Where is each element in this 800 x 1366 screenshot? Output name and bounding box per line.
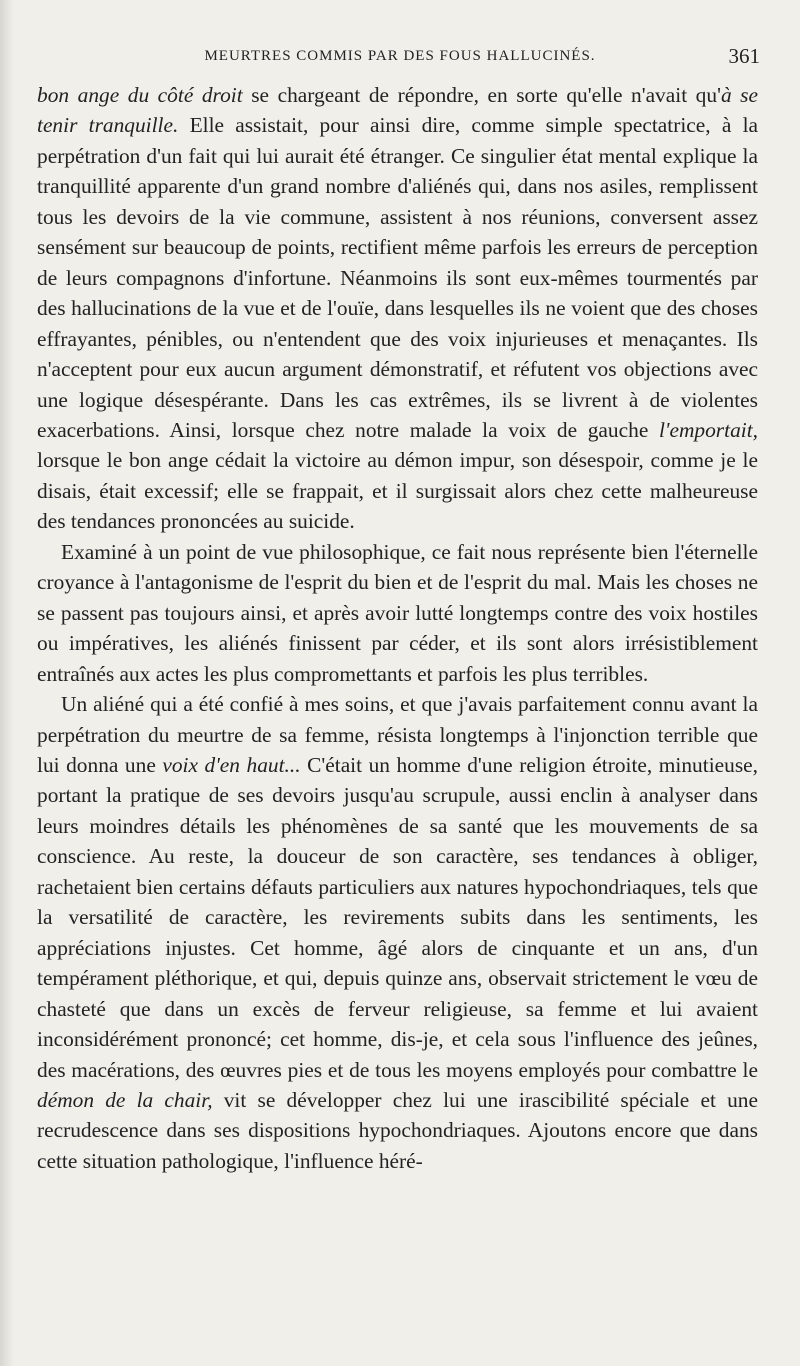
text-segment: Examiné à un point de vue philosophique, ce fait nous représente bien l'éternelle croyance à l'antagonisme de l'esprit du bien et de l'esprit du mal. Mais les choses ne se passent pas toujours ainsi, et après avoir lutté longtemps contre des voix hostiles ou impératives, les aliénés finissent par céder, et ils sont alors irrésistiblement entraînés aux actes les plus compromettants et parfois les plus terribles. — [37, 539, 758, 686]
text-segment: C'était un homme d'une religion étroite, minutieuse, portant la pratique de ses devoirs jusqu'au scrupule, aussi enclin à analyser dans leurs moindres détails les phénomènes de sa santé que les mouvements de sa conscience. Au reste, la douceur de son caractère, ses tendances à obliger, rachetaient bien certains défauts particuliers aux natures hypochondriaques, tels que la versatilité de caractère, les revirements subits dans les sentiments, les appréciations injustes. Cet homme, âgé alors de cinquante et un ans, d'un tempérament pléthorique, et qui, depuis quinze ans, observait strictement le vœu de chasteté que dans un excès de ferveur religieuse, sa femme et lui avaient inconsidérément prononcé; cet homme, dis-je, et cela sous l'influence des jeûnes, des macérations, des œuvres pies et de tous les moyens employés pour combattre le — [37, 752, 758, 1082]
text-segment: Elle assistait, pour ainsi dire, comme simple spectatrice, à la perpétration d'un fait qui lui aurait été étranger. Ce singulier état mental explique la tranquillité apparente d'un grand nombre d'aliénés qui, dans nos asiles, remplissent tous les devoirs de la vie commune, assistent à nos réunions, conversent assez sensément sur beaucoup de points, rectifient même parfois les erreurs de perception de leurs compagnons d'infortune. Néanmoins ils sont eux-mêmes tourmentés par des hallucinations de la vue et de l'ouïe, dans lesquelles ils ne voient que des choses effrayantes, pénibles, ou n'entendent que des voix injurieuses et menaçantes. Ils n'acceptent pour eux aucun argument démonstratif, et réfutent vos objections avec une logique désespérante. Dans les cas extrêmes, ils se livrent à de violentes exacerbations. Ainsi, lorsque chez notre malade la voix de gauche — [37, 113, 759, 442]
text-segment: démon de la chair, — [37, 1087, 213, 1112]
paragraph-2 — [37, 537, 758, 689]
text-segment: lorsque le bon ange cédait la victoire au démon impur, son désespoir, comme je le disais, était excessif; elle se frappait, et il surgissait alors chez cette malheureuse des tendances prononcées au suicide. — [37, 448, 758, 534]
page-gutter-shadow — [0, 0, 14, 1366]
text-segment: l'emportait, — [658, 417, 758, 442]
running-title: MEURTRES COMMIS PAR DES FOUS HALLUCINÉS. — [204, 48, 596, 64]
text-segment: se chargeant de répondre, en sorte qu'elle n'avait qu' — [242, 83, 721, 107]
text-segment: bon ange du côté droit — [37, 83, 243, 107]
text-segment: vit se développer chez lui une irascibilité spéciale et une recrudescence dans ses dispositions hypochondriaques. Ajoutons encore que dans cette situation pathologique, l'influence héré- — [37, 1087, 758, 1173]
paragraph-3 — [37, 689, 758, 1176]
body-text — [37, 80, 758, 1176]
page-header — [40, 44, 760, 72]
text-segment: voix d'en haut... — [162, 752, 301, 777]
text-segment: à se tenir tranquille. — [37, 83, 758, 138]
text-segment: Un aliéné qui a été confié à mes soins, et que j'avais parfaitement connu avant la perpétration du meurtre de sa femme, résista longtemps à l'injonction terrible que lui donna une — [37, 692, 758, 777]
page-number: 361 — [728, 44, 760, 68]
paragraph-1 — [37, 80, 758, 537]
